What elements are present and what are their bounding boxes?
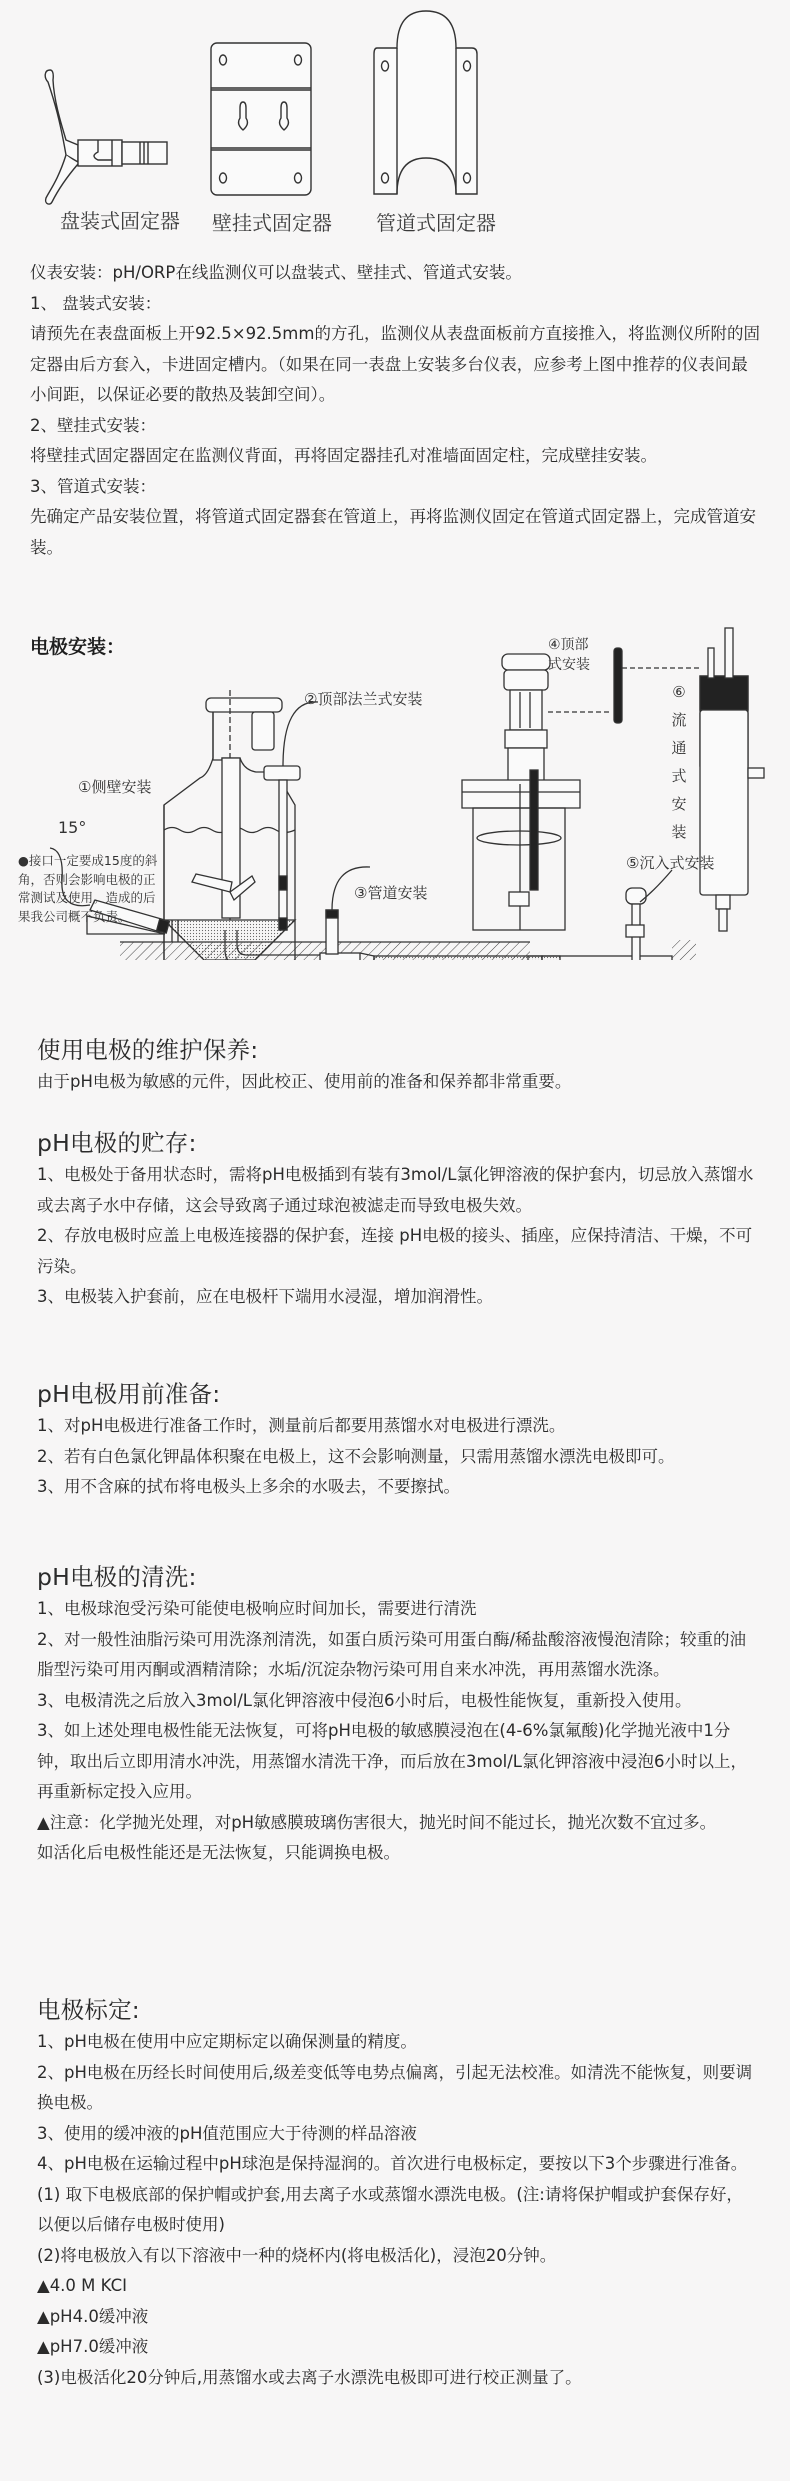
wall-fixture-label: 壁挂式固定器 (212, 211, 332, 235)
label-top-mount-line2: 式安装 (548, 657, 590, 673)
section-title: pH电极用前准备: (37, 1380, 221, 1408)
section-maintenance (37, 1033, 757, 1098)
solution-item: ▲4.0 M KCI (37, 2276, 127, 2295)
electrode-install-title: 电极安装： (30, 636, 126, 658)
instrument-install-text (30, 258, 760, 563)
section-title: 使用电极的维护保养: (37, 1036, 259, 1064)
step-item: (3)电极活化20分钟后,用蒸馏水或去离子水漂洗电极即可进行校正测量了。 (37, 2367, 582, 2387)
section-paragraph: 4、pH电极在运输过程中pH球泡是保持湿润的。首次进行电极标定，要按以下3个步骤进行准备。 (37, 2154, 748, 2173)
section-cleaning (37, 1560, 757, 1869)
angle-warning-note: ●接口一定要成15度的斜角，否则会影响电极的正常测试及使用。造成的后果我公司概不负责。 (18, 853, 158, 924)
panel-mount-fixture-icon (40, 60, 180, 210)
section-paragraph: 2、若有白色氯化钾晶体积聚在电极上，这不会影响测量，只需用蒸馏水漂洗电极即可。 (37, 1446, 675, 1466)
label-flow-num: ⑥ (672, 683, 686, 701)
install-heading-pipe: 3、管道式安装： (30, 476, 156, 496)
label-flow-char: 装 (671, 823, 687, 841)
install-intro: 仪表安装：pH/ORP在线监测仪可以盘装式、壁挂式、管道式安装。 (30, 263, 522, 282)
section-paragraph: 3、电极装入护套前，应在电极杆下端用水浸湿，增加润滑性。 (37, 1287, 493, 1306)
wall-mount-fixture-icon (208, 40, 318, 200)
section-paragraph: 2、pH电极在历经长时间使用后,级差变低等电势点偏离，引起无法校准。如清洗不能恢复，则要调换电极。 (37, 2062, 753, 2112)
label-side-wall: ①侧壁安装 (78, 778, 152, 796)
label-flow-through (670, 682, 688, 842)
section-title: pH电极的贮存: (37, 1129, 197, 1157)
label-flow-char: 式 (671, 767, 687, 785)
section-paragraph: 3、电极清洗之后放入3mol/L氯化钾溶液中侵泡6小时后，电极性能恢复，重新投入使用。 (37, 1690, 692, 1710)
section-paragraph: 由于pH电极为敏感的元件，因此校正、使用前的准备和保养都非常重要。 (37, 1072, 572, 1091)
install-body-pipe: 先确定产品安装位置，将管道式固定器套在管道上，再将监测仪固定在管道式固定器上，完成管道安装。 (30, 507, 756, 557)
install-heading-wall: 2、壁挂式安装： (30, 415, 156, 435)
label-flow-char: 安 (671, 795, 687, 813)
label-flow-char: 流 (671, 711, 687, 729)
section-title: 电极标定: (37, 1996, 140, 2024)
install-heading-panel: 1、 盘装式安装： (30, 293, 162, 313)
step-item: (2)将电极放入有以下溶液中一种的烧杯内(将电极活化)，浸泡20分钟。 (37, 2245, 557, 2265)
label-top-flange: ②顶部法兰式安装 (304, 690, 423, 708)
panel-fixture-label: 盘装式固定器 (60, 209, 180, 233)
section-title: pH电极的清洗: (37, 1563, 197, 1591)
section-storage (37, 1126, 757, 1313)
install-body-panel: 请预先在表盘面板上开92.5×92.5mm的方孔，监测仪从表盘面板前方直接推入，将监测仪所附的固定器由后方套入，卡进固定槽内。（如果在同一表盘上安装多台仪表，应参考上图中推荐的仪表间最小间距，以保证必要的散热及装卸空间）。 (30, 324, 760, 404)
label-pipeline: ③管道安装 (354, 884, 428, 902)
section-paragraph: 1、电极球泡受污染可能使电极响应时间加长，需要进行清洗 (37, 1599, 477, 1618)
section-calibration (37, 1993, 757, 2393)
section-preparation (37, 1377, 757, 1503)
section-paragraph: 3、如上述处理电极性能无法恢复，可将pH电极的敏感膜浸泡在(4-6%氯氟酸)化学抛光液中1分钟，取出后立即用清水冲洗，用蒸馏水清洗干净，而后放在3mol/L氯化钾溶液中浸泡6小时以上，再重新标定投入应用。 (37, 1721, 747, 1801)
section-paragraph: 1、电极处于备用状态时，需将pH电极插到有装有3mol/L氯化钾溶液的保护套内，切忌放入蒸馏水或去离子水中存储，这会导致离子通过球泡被滤走而导致电极失效。 (37, 1165, 754, 1215)
section-paragraph: 1、对pH电极进行准备工作时，测量前后都要用蒸馏水对电极进行漂洗。 (37, 1416, 566, 1435)
section-paragraph: 3、用不含麻的拭布将电极头上多余的水吸去，不要擦拭。 (37, 1477, 460, 1496)
caution-note: ▲注意：化学抛光处理，对pH敏感膜玻璃伤害很大，抛光时间不能过长，抛光次数不宜过多。 (37, 1812, 717, 1832)
solution-item: ▲pH7.0缓冲液 (37, 2337, 149, 2356)
pipe-mount-fixture-icon (372, 8, 482, 198)
section-paragraph: 2、存放电极时应盖上电极连接器的保护套，连接 pH电极的接头、插座，应保持清洁、干燥，不可污染。 (37, 1226, 753, 1276)
section-paragraph: 如活化后电极性能还是无法恢复，只能调换电极。 (37, 1843, 400, 1862)
label-submerged: ⑤沉入式安装 (626, 854, 715, 872)
pipe-fixture-label: 管道式固定器 (376, 211, 496, 235)
step-item: (1) 取下电极底部的保护帽或护套,用去离子水或蒸馏水漂洗电极。(注:请将保护帽或护套保存好，以便以后储存电极时使用) (37, 2184, 743, 2234)
solution-item: ▲pH4.0缓冲液 (37, 2306, 149, 2326)
label-angle: 15° (58, 818, 87, 837)
install-body-wall: 将壁挂式固定器固定在监测仪背面，再将固定器挂孔对准墙面固定柱，完成壁挂安装。 (30, 446, 657, 465)
section-paragraph: 2、对一般性油脂污染可用洗涤剂清洗，如蛋白质污染可用蛋白酶/稀盐酸溶液慢泡清除；较重的油脂型污染可用丙酮或酒精清除；水垢/沉淀杂物污染可用自来水冲洗，再用蒸馏水洗涤。 (37, 1629, 747, 1679)
section-paragraph: 1、pH电极在使用中应定期标定以确保测量的精度。 (37, 2032, 417, 2051)
section-paragraph: 3、使用的缓冲液的pH值范围应大于待测的样品溶液 (37, 2123, 417, 2143)
label-flow-char: 通 (671, 739, 687, 757)
label-top-mount-line1: ④顶部 (548, 637, 589, 653)
